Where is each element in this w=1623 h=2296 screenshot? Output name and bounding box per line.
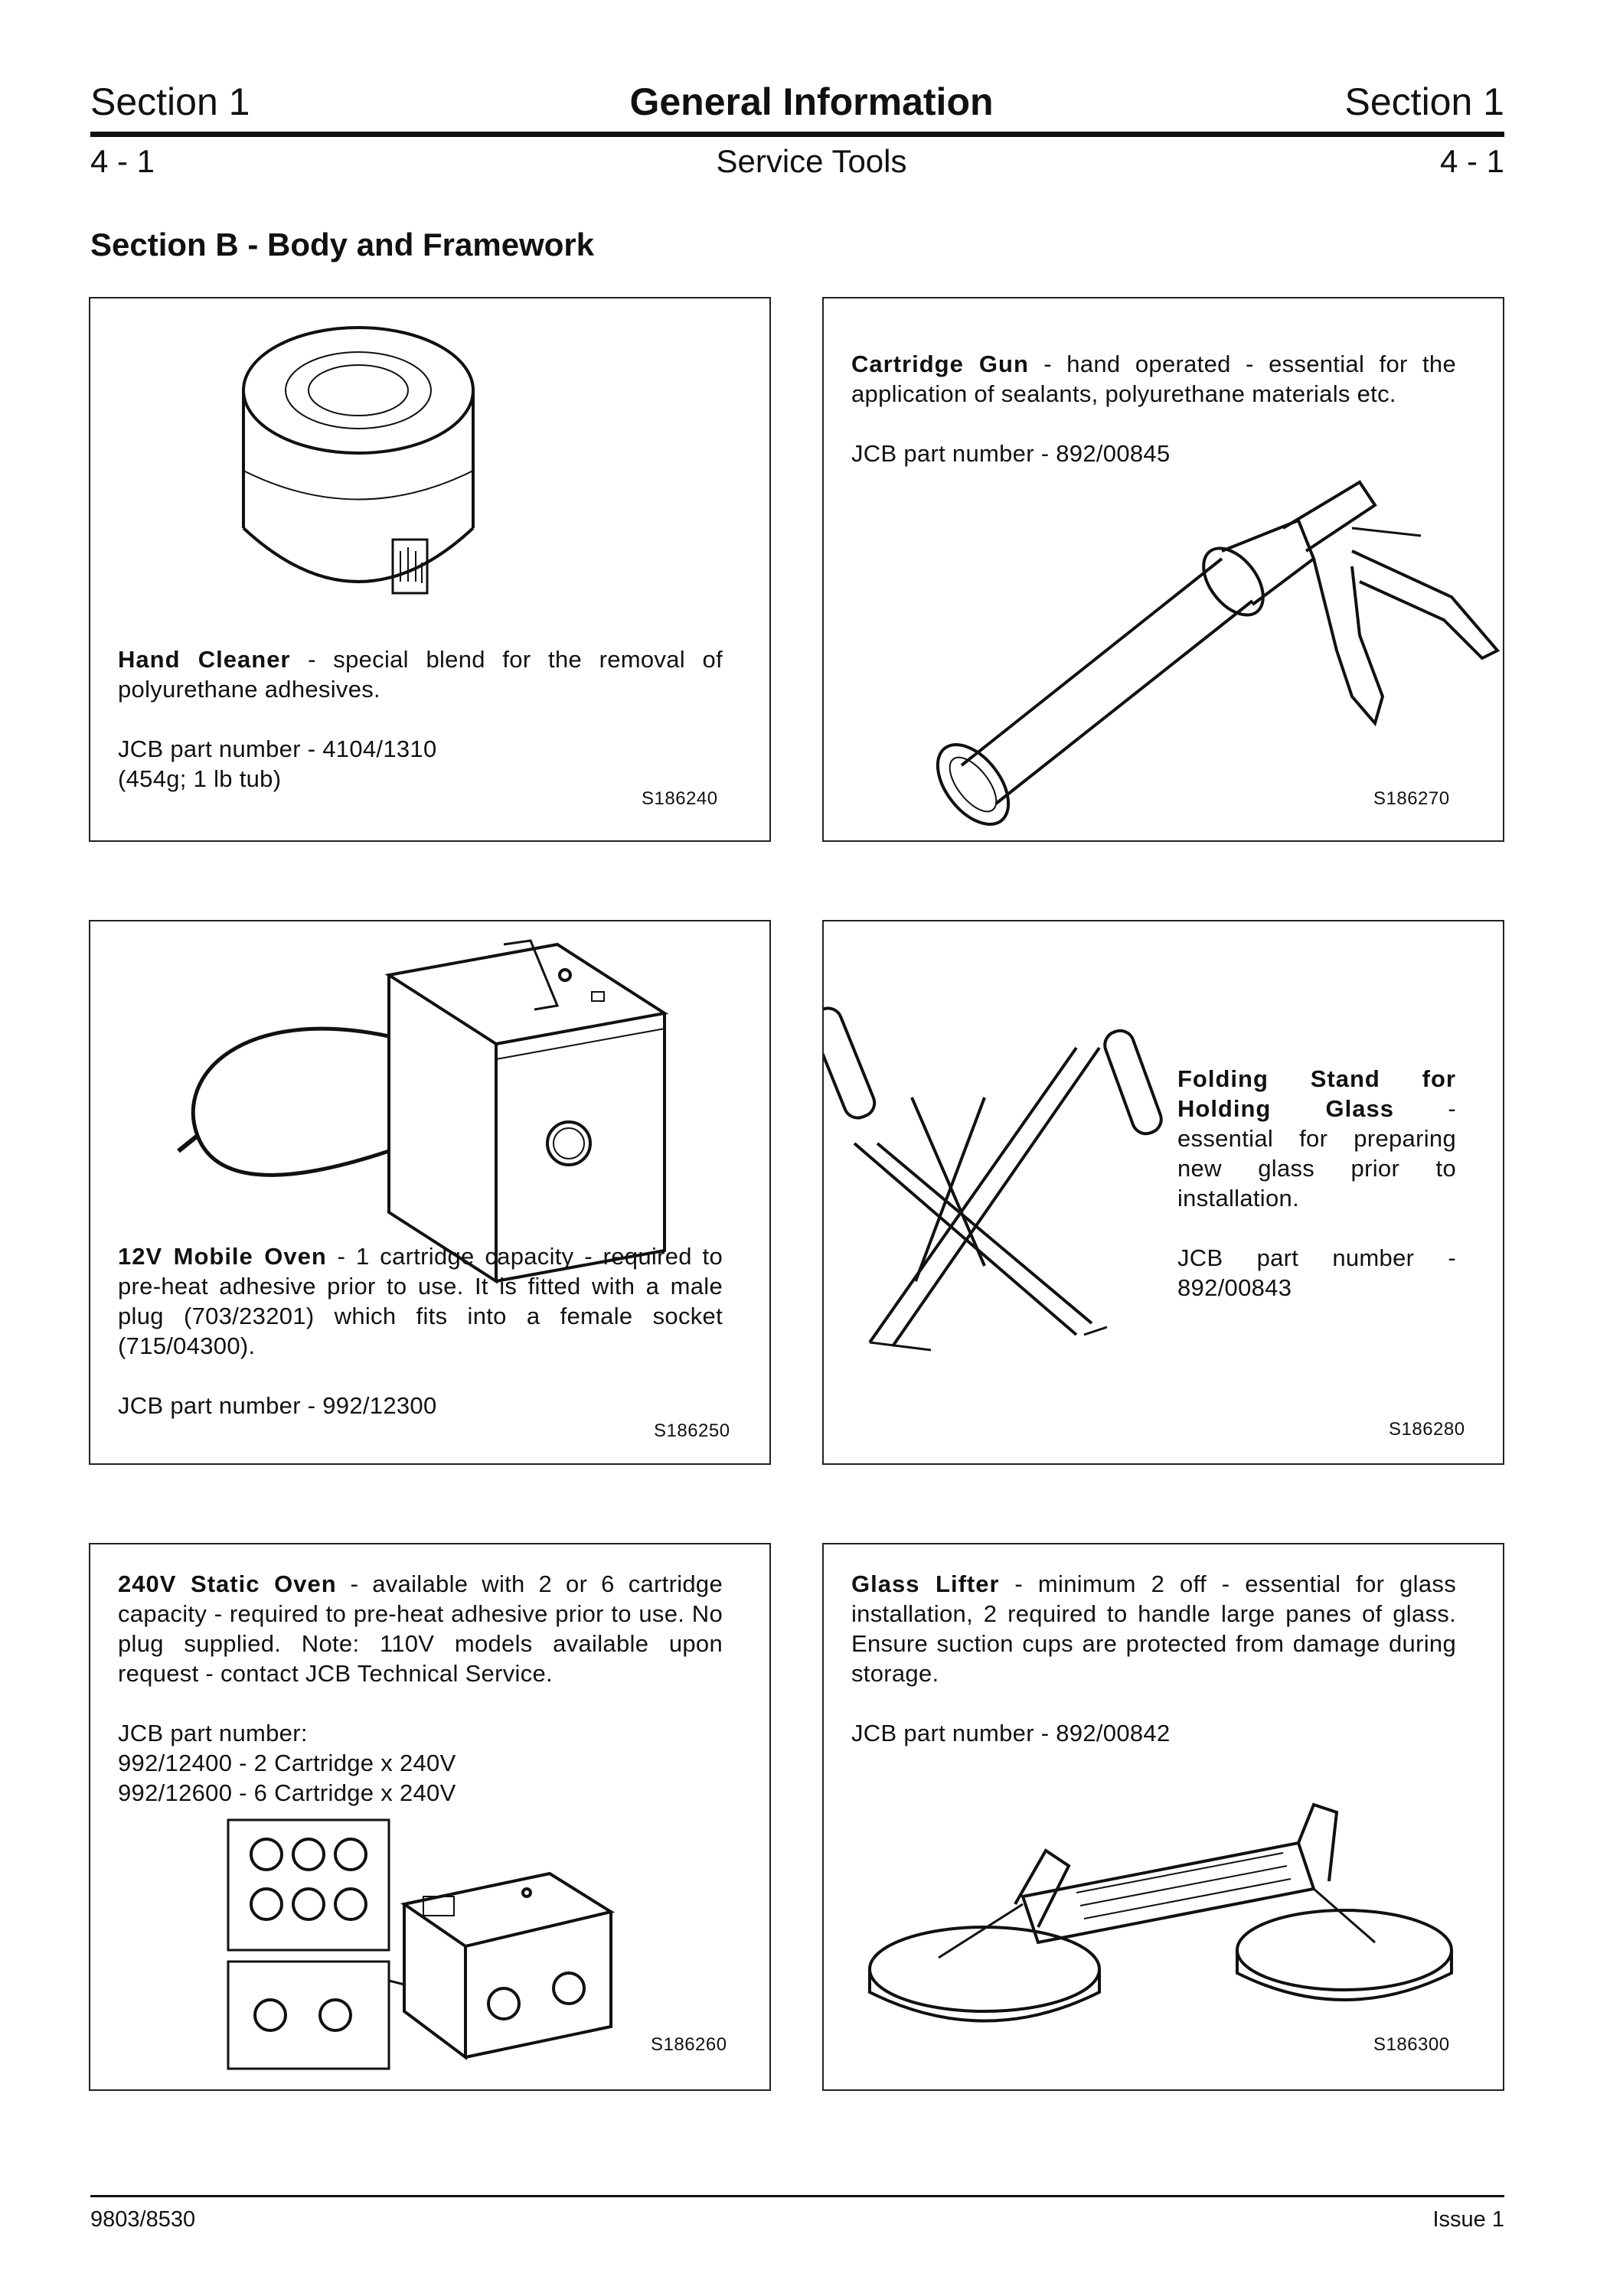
page-number-left: 4 - 1	[90, 143, 155, 179]
glass-lifter-figure-code: S186300	[1373, 2034, 1450, 2055]
header-subtitle: Service Tools	[716, 143, 907, 179]
cartridge-gun-illustration	[824, 298, 1506, 843]
folding-stand-description	[1177, 1064, 1456, 1303]
footer-issue: Issue 1	[1432, 2207, 1504, 2232]
header-title: General Information	[629, 80, 994, 123]
hand-cleaner-size-note: (454g; 1 lb tub)	[118, 765, 282, 792]
cartridge-gun-name: Cartridge Gun	[851, 351, 1029, 377]
header-section-left: Section 1	[90, 80, 250, 123]
glass-lifter-desc: - minimum 2 off - essential for glass installation, 2 required to handle large panes of glass. Ensure suction cups are protected from damage during storage.	[851, 1570, 1456, 1687]
folding-stand-desc: - essential for preparing new glass prior to installation.	[1177, 1095, 1456, 1212]
panel-glass-lifter	[822, 1543, 1504, 2091]
panel-mobile-oven	[89, 920, 771, 1465]
static-oven-desc: - available with 2 or 6 cartridge capacity - required to pre-heat adhesive prior to use. No plug supplied. Note: 110V models available upon request - contact JCB Technical Service.	[118, 1570, 723, 1687]
cartridge-gun-part-number: JCB part number - 892/00845	[851, 440, 1171, 467]
mobile-oven-part-number: JCB part number - 992/12300	[118, 1392, 437, 1419]
footer-divider	[90, 2195, 1504, 2197]
mobile-oven-description	[118, 1241, 723, 1420]
mobile-oven-desc: - 1 cartridge capacity - required to pre-heat adhesive prior to use. It is fitted with a male plug (703/23201) which fits into a female socket (715/04300).	[118, 1243, 723, 1359]
folding-stand-part-number: JCB part number - 892/00843	[1177, 1244, 1456, 1301]
panel-hand-cleaner	[89, 297, 771, 842]
static-oven-part-option-2: 992/12400 - 2 Cartridge x 240V	[118, 1750, 456, 1776]
glass-lifter-part-number: JCB part number - 892/00842	[851, 1720, 1171, 1746]
hand-cleaner-part-number: JCB part number - 4104/1310	[118, 735, 437, 762]
folding-stand-figure-code: S186280	[1389, 1419, 1465, 1440]
mobile-oven-name: 12V Mobile Oven	[118, 1243, 327, 1270]
static-oven-part-number: JCB part number:	[118, 1720, 308, 1746]
panel-cartridge-gun	[822, 297, 1504, 842]
mobile-oven-figure-code: S186250	[654, 1420, 730, 1441]
glass-lifter-illustration	[824, 1544, 1506, 2092]
panel-static-oven	[89, 1543, 771, 2091]
footer-document-number: 9803/8530	[90, 2207, 196, 2232]
section-heading: Section B - Body and Framework	[90, 227, 595, 263]
hand-cleaner-desc: - special blend for the removal of polyurethane adhesives.	[118, 646, 723, 703]
panel-folding-stand	[822, 920, 1504, 1465]
hand-cleaner-name: Hand Cleaner	[118, 646, 291, 673]
glass-lifter-name: Glass Lifter	[851, 1570, 1000, 1597]
page-number-right: 4 - 1	[1439, 143, 1504, 179]
cartridge-gun-desc: - hand operated - essential for the application of sealants, polyurethane materials etc.	[851, 351, 1456, 407]
header-section-right: Section 1	[1344, 80, 1504, 123]
cartridge-gun-figure-code: S186270	[1373, 788, 1450, 809]
static-oven-name: 240V Static Oven	[118, 1570, 337, 1597]
static-oven-figure-code: S186260	[651, 2034, 727, 2055]
static-oven-illustration	[90, 1544, 772, 2092]
hand-cleaner-description	[118, 644, 723, 794]
header-divider	[90, 132, 1504, 137]
static-oven-part-option-6: 992/12600 - 6 Cartridge x 240V	[118, 1779, 456, 1806]
folding-stand-name: Folding Stand for Holding Glass	[1177, 1065, 1456, 1122]
hand-cleaner-figure-code: S186240	[642, 788, 718, 809]
